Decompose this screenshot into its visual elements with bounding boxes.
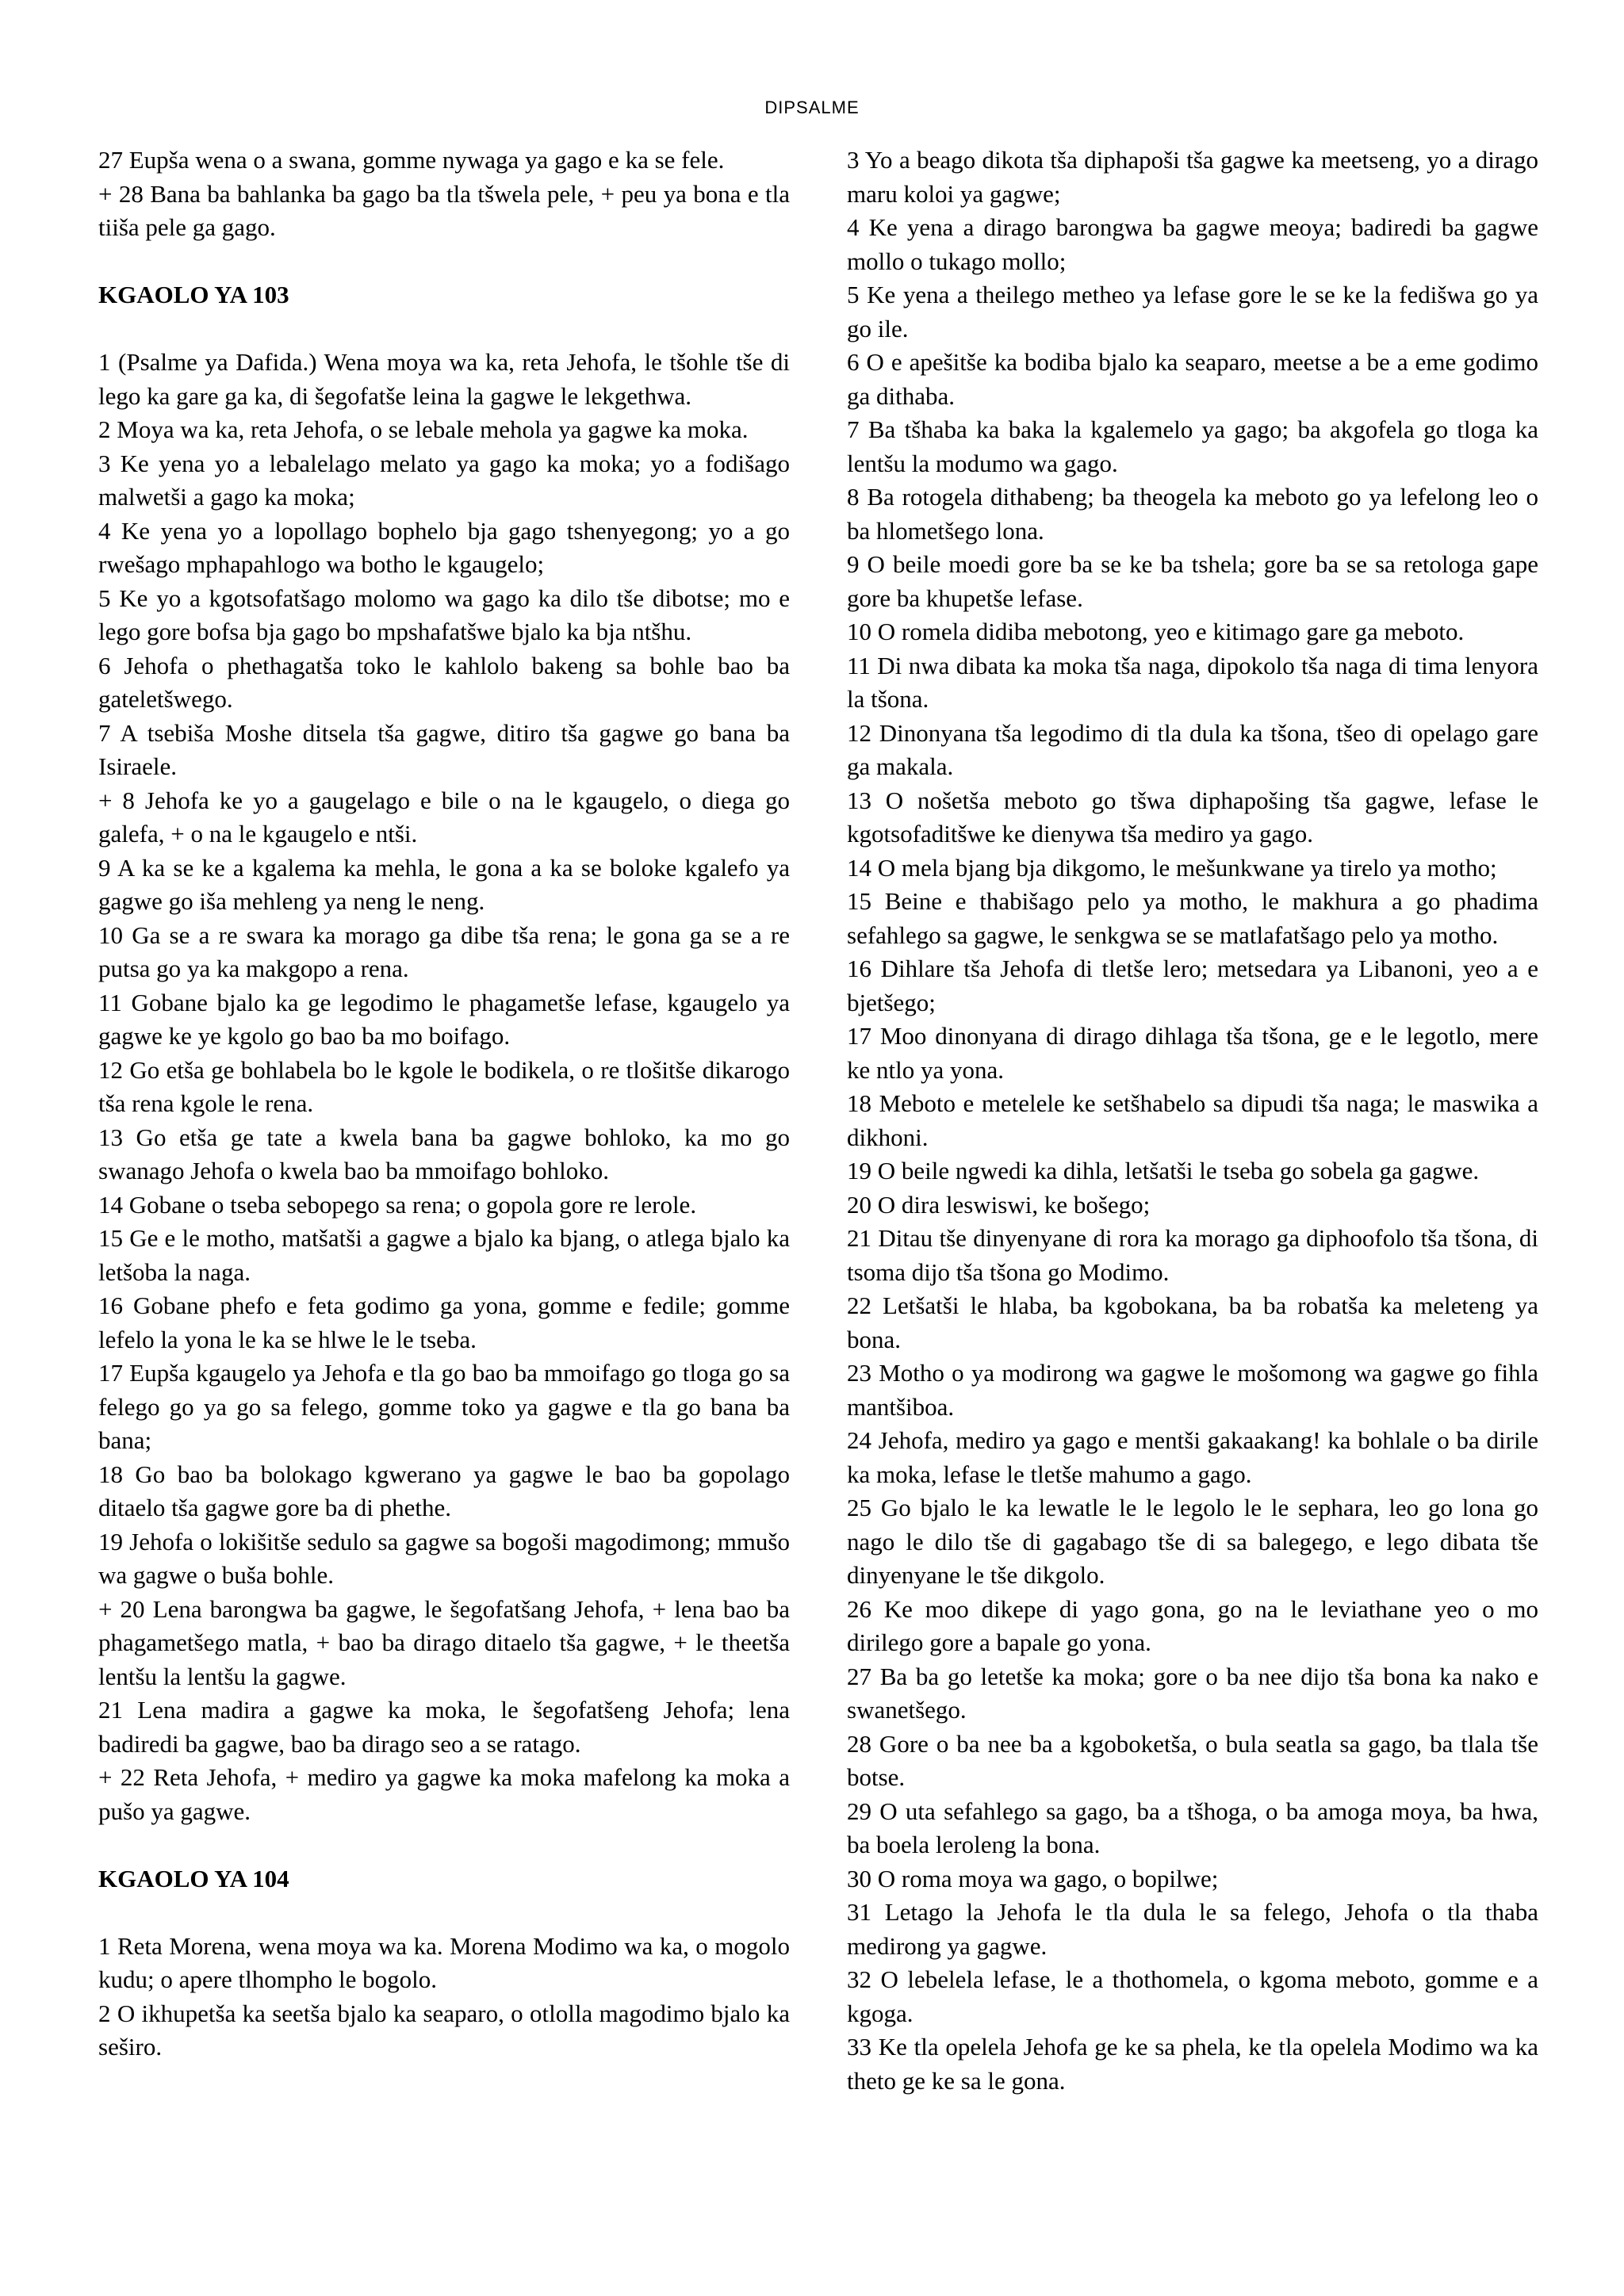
verse-paragraph: 7 A tsebiša Moshe ditsela tša gagwe, ditiro tša gagwe go bana ba Isiraele. (98, 718, 790, 780)
verse-paragraph: 5 Ke yena a theilego metheo ya lefase gore le se ke la fedišwa go ya go ile. (847, 281, 1538, 342)
verse-paragraph: 6 O e apešitše ka bodiba bjalo ka seaparo, meetse a be a eme godimo ga dithaba. (847, 348, 1538, 410)
verse-paragraph: 24 Jehofa, mediro ya gago e mentši gakaakang! ka bohlale o ba dirile ka moka, lefase le tletše mahumo a gago. (847, 1426, 1538, 1488)
verse-paragraph: 18 Meboto e metelele ke setšhabelo sa dipudi tša naga; le maswika a dikhoni. (847, 1089, 1538, 1151)
verse-paragraph: 5 Ke yo a kgotsofatšago molomo wa gago ka dilo tše dibotse; mo e lego gore bofsa bja gago bo mpshafatšwe bjalo ka bja ntšhu. (98, 584, 790, 645)
verse-paragraph: 27 Eupša wena o a swana, gomme nywaga ya gago e ka se fele. (98, 146, 725, 174)
left-text-column (98, 144, 790, 2064)
right-text-column (847, 144, 1538, 2098)
verse-paragraph: 18 Go bao ba bolokago kgwerano ya gagwe le bao ba gopolago ditaelo tša gagwe gore ba di phethe. (98, 1460, 790, 1521)
chapter-heading: KGAOLO YA 104 (98, 1864, 289, 1892)
verse-paragraph: 27 Ba ba go letetše ka moka; gore o ba nee dijo tša bona ka nako e swanetšego. (847, 1662, 1538, 1724)
verse-paragraph: 20 O dira leswiswi, ke bošego; (847, 1190, 1151, 1219)
verse-paragraph: 13 Go etša ge tate a kwela bana ba gagwe bohloko, ka mo go swanago Jehofa o kwela bao ba mmoifago bohloko. (98, 1123, 790, 1184)
verse-paragraph: 26 Ke moo dikepe di yago gona, go na le leviathane yeo o mo dirilego gore a bapale go yona. (847, 1594, 1538, 1656)
verse-paragraph: + 8 Jehofa ke yo a gaugelago e bile o na le kgaugelo, o diega go galefa, + o na le kgaugelo e ntši. (98, 786, 790, 848)
verse-paragraph: 15 Beine e thabišago pelo ya motho, le makhura a go phadima sefahlego sa gagwe, le senkgwa se se matlafatšago pelo ya motho. (847, 887, 1538, 949)
chapter-heading: KGAOLO YA 103 (98, 281, 289, 308)
verse-paragraph: 25 Go bjalo le ka lewatle le le legolo le le sephara, leo go lona go nago le dilo tše di gagabago tše di sa balegego, e lego dibata tše dinyenyane le tše dikgolo. (847, 1494, 1538, 1589)
verse-paragraph: 19 O beile ngwedi ka dihla, letšatši le tseba go sobela ga gagwe. (847, 1157, 1480, 1184)
verse-paragraph: 15 Ge e le motho, matšatši a gagwe a bjalo ka bjang, o atlega bjalo ka letšoba la naga. (98, 1224, 790, 1286)
verse-paragraph: + 22 Reta Jehofa, + mediro ya gagwe ka moka mafelong ka moka a pušo ya gagwe. (98, 1763, 790, 1825)
verse-paragraph: 13 O nošetša meboto go tšwa diphapošing tša gagwe, lefase le kgotsofaditšwe ke dienywa tša mediro ya gago. (847, 786, 1538, 848)
verse-paragraph: 22 Letšatši le hlaba, ba kgobokana, ba ba robatša ka meleteng ya bona. (847, 1292, 1538, 1353)
verse-paragraph: 28 Gore o ba nee ba a kgoboketša, o bula seatla sa gago, ba tlala tše botse. (847, 1729, 1538, 1791)
verse-paragraph: 17 Eupša kgaugelo ya Jehofa e tla go bao ba mmoifago go tloga go sa felego go ya go sa felego, gomme toko ya gagwe e tla go bana ba bana; (98, 1359, 790, 1454)
verse-paragraph: 14 O mela bjang bja dikgomo, le mešunkwane ya tirelo ya motho; (847, 853, 1497, 882)
verse-paragraph: 23 Motho o ya modirong wa gagwe le mošomong wa gagwe go fihla mantšiboa. (847, 1359, 1538, 1421)
verse-paragraph: 14 Gobane o tseba sebopego sa rena; o gopola gore re lerole. (98, 1190, 697, 1219)
verse-paragraph: 4 Ke yena a dirago barongwa ba gagwe meoya; badiredi ba gagwe mollo o tukago mollo; (847, 213, 1538, 275)
verse-paragraph: + 28 Bana ba bahlanka ba gago ba tla tšwela pele, + peu ya bona e tla tiiša pele ga gago. (98, 179, 790, 241)
verse-paragraph: 10 Ga se a re swara ka morago ga dibe tša rena; le gona ga se a re putsa go ya ka makgopo a rena. (98, 920, 790, 982)
verse-paragraph: 11 Di nwa dibata ka moka tša naga, dipokolo tša naga di tima lenyora la tšona. (847, 651, 1538, 713)
verse-paragraph: 4 Ke yena yo a lopollago bophelo bja gago tshenyegong; yo a go rwešago mphapahlogo wa botho le kgaugelo; (98, 516, 790, 578)
verse-paragraph: 12 Dinonyana tša legodimo di tla dula ka tšona, tšeo di opelago gare ga makala. (847, 718, 1538, 780)
verse-paragraph: 6 Jehofa o phethagatša toko le kahlolo bakeng sa bohle bao ba gateletšwego. (98, 651, 790, 713)
verse-paragraph: 9 O beile moedi gore ba se ke ba tshela; gore ba se sa retologa gape gore ba khupetše lefase. (847, 550, 1538, 612)
verse-paragraph: 32 O lebelela lefase, le a thothomela, o kgoma meboto, gomme e a kgoga. (847, 1965, 1538, 2027)
page-header: DIPSALME (764, 98, 860, 117)
verse-paragraph: 3 Yo a beago dikota tša diphapoši tša gagwe ka meetseng, yo a dirago maru koloi ya gagwe; (847, 146, 1538, 208)
verse-paragraph: 17 Moo dinonyana di dirago dihlaga tša tšona, ge e le legotlo, mere ke ntlo ya yona. (847, 1022, 1538, 1084)
verse-paragraph: 29 O uta sefahlego sa gago, ba a tšhoga, o ba amoga moya, ba hwa, ba boela leroleng la bona. (847, 1797, 1538, 1858)
verse-paragraph: 11 Gobane bjalo ka ge legodimo le phagametše lefase, kgaugelo ya gagwe ke ye kgolo go bao ba mo boifago. (98, 988, 790, 1050)
verse-paragraph: 10 O romela didiba mebotong, yeo e kitimago gare ga meboto. (847, 618, 1465, 645)
verse-paragraph: 31 Letago la Jehofa le tla dula le sa felego, Jehofa o tla thaba medirong ya gagwe. (847, 1898, 1538, 1960)
verse-paragraph: 12 Go etša ge bohlabela bo le kgole le bodikela, o re tlošitše dikarogo tša rena kgole le rena. (98, 1055, 790, 1117)
verse-paragraph: 16 Dihlare tša Jehofa di tletše lero; metsedara ya Libanoni, yeo a e bjetšego; (847, 955, 1538, 1016)
verse-paragraph: 2 Moya wa ka, reta Jehofa, o se lebale mehola ya gagwe ka moka. (98, 415, 749, 443)
verse-paragraph: 2 O ikhupetša ka seetša bjalo ka seaparo, o otlolla magodimo bjalo ka seširo. (98, 1999, 790, 2061)
verse-paragraph: 9 A ka se ke a kgalema ka mehla, le gona a ka se boloke kgalefo ya gagwe go iša mehleng ya neng le neng. (98, 853, 790, 915)
verse-paragraph: 8 Ba rotogela dithabeng; ba theogela ka meboto go ya lefelong leo o ba hlometšego lona. (847, 483, 1538, 545)
verse-paragraph: 33 Ke tla opelela Jehofa ge ke sa phela, ke tla opelela Modimo wa ka theto ge ke sa le gona. (847, 2033, 1538, 2095)
verse-paragraph: 30 O roma moya wa gago, o bopilwe; (847, 1864, 1219, 1892)
verse-paragraph: 21 Ditau tše dinyenyane di rora ka morago ga diphoofolo tša tšona, di tsoma dijo tša tšona go Modimo. (847, 1224, 1538, 1286)
verse-paragraph: + 20 Lena barongwa ba gagwe, le šegofatšang Jehofa, + lena bao ba phagametšego matla, + bao ba dirago ditaelo tša gagwe, + le theetša lentšu la lentšu la gagwe. (98, 1594, 790, 1690)
verse-paragraph: 1 Reta Morena, wena moya wa ka. Morena Modimo wa ka, o mogolo kudu; o apere tlhompho le bogolo. (98, 1931, 790, 1993)
verse-paragraph: 19 Jehofa o lokišitše sedulo sa gagwe sa bogoši magodimong; mmušo wa gagwe o buša bohle. (98, 1527, 790, 1589)
verse-paragraph: 16 Gobane phefo e feta godimo ga yona, gomme e fedile; gomme lefelo la yona le ka se hlwe le le tseba. (98, 1292, 790, 1353)
verse-paragraph: 3 Ke yena yo a lebalelago melato ya gago ka moka; yo a fodišago malwetši a gago ka moka; (98, 449, 790, 511)
verse-paragraph: 1 (Psalme ya Dafida.) Wena moya wa ka, reta Jehofa, le tšohle tše di lego ka gare ga ka, di šegofatše leina la gagwe le lekgethwa. (98, 348, 790, 410)
verse-paragraph: 21 Lena madira a gagwe ka moka, le šegofatšeng Jehofa; lena badiredi ba gagwe, bao ba dirago seo a se ratago. (98, 1696, 790, 1758)
verse-paragraph: 7 Ba tšhaba ka baka la kgalemelo ya gago; ba akgofela go tloga ka lentšu la modumo wa gago. (847, 415, 1538, 477)
